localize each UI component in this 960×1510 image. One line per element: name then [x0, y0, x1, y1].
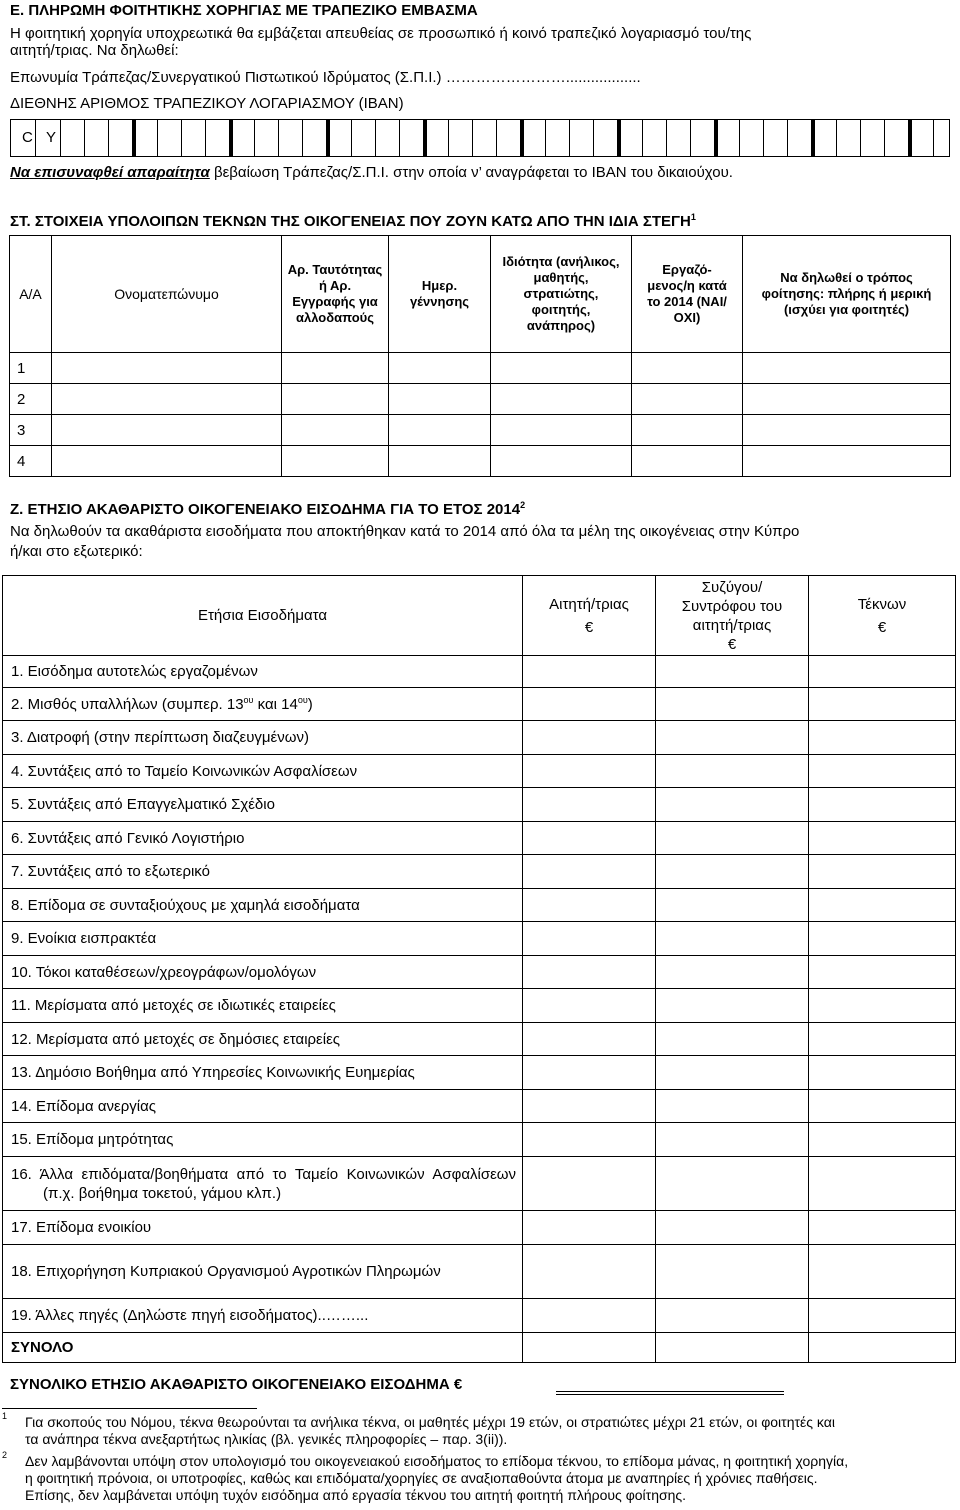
footnote-2-line-1: Δεν λαμβάνονται υπόψη στον υπολογισμό του οικογενειακού εισοδήματος το επίδομα τέκνου, το επίδομα μάνας, η φοιτητική χορηγία, [25, 1453, 849, 1469]
income-row[interactable] [3, 922, 956, 956]
income-label: 5. Συντάξεις από Επαγγελματικό Σχέδιο [3, 788, 523, 822]
children-table [9, 235, 951, 477]
col-name: Ονοματεπώνυμο [52, 236, 282, 353]
section-e-intro-1: Η φοιτητική χορηγία υποχρεωτικά θα εμβάζεται απευθείας σε προσωπικό ή κοινό τραπεζικό λογαριασμό του/της [10, 25, 752, 42]
income-label: 10. Τόκοι καταθέσεων/χρεογράφων/ομολόγων [3, 956, 523, 989]
bank-name-field[interactable]: Επωνυμία Τράπεζας/Συνεργατικού Πιστωτικού Ιδρύματος (Σ.Π.Ι.) …………………….................. [10, 69, 641, 86]
section-e-title: Ε. ΠΛΗΡΩΜΗ ΦΟΙΤΗΤΙΚΗΣ ΧΟΡΗΓΙΑΣ ΜΕ ΤΡΑΠΕΖΙΚΟ ΕΜΒΑΣΜΑ [10, 2, 478, 19]
col-id: Αρ. Ταυτότητας ή Αρ. Εγγραφής για αλλοδαπούς [282, 236, 389, 353]
col-applicant-label: Αιτητή/τριας [549, 595, 629, 613]
table-row[interactable] [10, 415, 951, 446]
col-applicant [523, 576, 656, 656]
income-label: 14. Επίδομα ανεργίας [3, 1090, 523, 1123]
col-spouse-label: Συζύγου/ Συντρόφου του αιτητή/τριας [681, 578, 783, 634]
income-row[interactable] [3, 1056, 956, 1090]
note-rest: βεβαίωση Τράπεζας/Σ.Π.Ι. στην οποία ν’ αναγράφεται το ΙΒΑΝ του δικαιούχου. [209, 164, 733, 181]
col-income-label: Ετήσια Εισοδήματα [197, 607, 328, 624]
sup-2: ου [297, 694, 308, 705]
income-label: 15. Επίδομα μητρότητας [3, 1123, 523, 1157]
col-income [3, 576, 523, 656]
table-row[interactable] [10, 353, 951, 384]
footnote-2-line-2: η φοιτητική πρόνοια, οι υποτροφίες, καθώς και επιδόματα/χορηγίες σε αναξιοπαθούντα άτομα με αναπηρίες ή χρόνιες παθήσεις. [25, 1470, 818, 1486]
income-row[interactable] [3, 1299, 956, 1333]
income-label [3, 688, 523, 721]
table-row[interactable] [10, 384, 951, 415]
section-z-title [10, 500, 525, 519]
euro-icon: € [584, 618, 594, 636]
total-label: ΣΥΝΟΛΟ [3, 1333, 523, 1363]
income-label: 7. Συντάξεις από το εξωτερικό [3, 855, 523, 889]
row-number: 2 [10, 384, 52, 415]
income-table [2, 575, 956, 1363]
income-label: 4. Συντάξεις από το Ταμείο Κοινωνικών Ασφαλίσεων [3, 755, 523, 788]
row-number: 3 [10, 415, 52, 446]
income-row[interactable] [3, 1211, 956, 1245]
grand-total-input-line-2 [556, 1394, 784, 1395]
col-aa: Α/Α [10, 236, 52, 353]
section-e-intro-2: αιτητή/τριας. Να δηλωθεί: [10, 42, 179, 59]
iban-input-row[interactable] [10, 119, 950, 157]
section-z-intro-2: ή/και στο εξωτερικό: [10, 543, 143, 560]
iban-prefix-c: C [22, 129, 33, 146]
income-row[interactable] [3, 855, 956, 889]
section-st-title [10, 212, 696, 231]
income-row[interactable] [3, 956, 956, 989]
income-row[interactable] [3, 1023, 956, 1056]
income-label: 3. Διατροφή (στην περίπτωση διαζευγμένων) [3, 721, 523, 755]
income-row[interactable] [3, 989, 956, 1023]
income-label: 12. Μερίσματα από μετοχές σε δημόσιες εταιρείες [3, 1023, 523, 1056]
income-label: 9. Ενοίκια εισπρακτέα [3, 922, 523, 956]
income-label: 8. Επίδομα σε συνταξιούχους με χαμηλά εισοδήματα [3, 889, 523, 922]
table-row[interactable] [10, 446, 951, 477]
footnote-2-line-3: Επίσης, δεν λαμβάνεται υπόψη τυχόν εισόδημα από εργασία τέκνου του αιτητή φοιτητή πλήρους φοίτησης. [25, 1487, 687, 1503]
grand-total-label: ΣΥΝΟΛΙΚΟ ΕΤΗΣΙΟ ΑΚΑΘΑΡΙΣΤΟ ΟΙΚΟΓΕΝΕΙΑΚΟ ΕΙΣΟΔΗΜΑ € [10, 1376, 463, 1393]
income-label: 16. Άλλα επιδόματα/βοηθήματα από το Ταμείο Κοινωνικών Ασφαλίσεων (π.χ. βοήθημα τοκετού, γάμου κλπ.) [3, 1157, 523, 1211]
income-label-text: 2. Μισθός υπαλλήλων (συμπερ. 13 [11, 695, 244, 713]
income-total-row[interactable] [3, 1333, 956, 1363]
section-z-title-text: Ζ. ΕΤΗΣΙΟ ΑΚΑΘΑΡΙΣΤΟ ΟΙΚΟΓΕΝΕΙΑΚΟ ΕΙΣΟΔΗΜΑ ΓΙΑ ΤΟ ΕΤΟΣ 2014 [10, 501, 521, 518]
iban-prefix-y: Y [46, 129, 57, 146]
income-label: 19. Άλλες πηγές (Δηλώστε πηγή εισοδήματος)..……... [3, 1299, 523, 1333]
row-number: 1 [10, 353, 52, 384]
euro-icon: € [727, 635, 737, 653]
income-row[interactable] [3, 755, 956, 788]
col-status: Ιδιότητα (ανήλικος, μαθητής, στρατιώτης, φοιτητής, ανάπηρος) [491, 236, 632, 353]
sup-1: ου [243, 694, 254, 705]
iban-certificate-note [10, 163, 733, 182]
income-label: 17. Επίδομα ενοικίου [3, 1211, 523, 1245]
col-working: Εργαζό-μενος/η κατά το 2014 (ΝΑΙ/ΟΧΙ) [632, 236, 743, 353]
income-label: 11. Μερίσματα από μετοχές σε ιδιωτικές εταιρείες [3, 989, 523, 1023]
iban-label: ΔΙΕΘΝΗΣ ΑΡΙΘΜΟΣ ΤΡΑΠΕΖΙΚΟΥ ΛΟΓΑΡΙΑΣΜΟΥ (IBAN) [10, 95, 404, 112]
footnote-1-line-2: τα ανάπηρα τέκνα ανεξαρτήτως ηλικίας (βλ. γενικές πληροφορίες – παρ. 3(ii)). [25, 1431, 508, 1447]
income-row[interactable] [3, 788, 956, 822]
note-emphasis: Να επισυναφθεί απαραίτητα [10, 164, 210, 181]
income-row[interactable] [3, 1090, 956, 1123]
income-label-mid: και 14 [253, 695, 298, 713]
income-row[interactable] [3, 721, 956, 755]
income-row[interactable] [3, 656, 956, 688]
income-row[interactable] [3, 1245, 956, 1299]
col-studies: Να δηλωθεί ο τρόπος φοίτησης: πλήρης ή μερική (ισχύει για φοιτητές) [743, 236, 951, 353]
income-row[interactable] [3, 688, 956, 721]
row-number: 4 [10, 446, 52, 477]
footnote-1-mark: 1 [2, 1411, 8, 1421]
col-children-label: Τέκνων [857, 595, 907, 613]
euro-icon: € [877, 618, 887, 636]
income-label: 18. Επιχορήγηση Κυπριακού Οργανισμού Αγροτικών Πληρωμών [3, 1245, 523, 1299]
section-z-intro-1: Να δηλωθούν τα ακαθάριστα εισοδήματα που αποκτήθηκαν κατά το 2014 από όλα τα μέλη της οικογένειας στην Κύπρο [10, 523, 800, 540]
grand-total-input-line-1[interactable] [556, 1391, 784, 1392]
footnote-1-line-1: Για σκοπούς του Νόμου, τέκνα θεωρούνται τα ανήλικα τέκνα, οι μαθητές μέχρι 19 ετών, οι στρατιώτες μέχρι 21 ετών, οι φοιτητές και [25, 1414, 835, 1430]
section-st-title-text: ΣΤ. ΣΤΟΙΧΕΙΑ ΥΠΟΛΟΙΠΩΝ ΤΕΚΝΩΝ ΤΗΣ ΟΙΚΟΓΕΝΕΙΑΣ ΠΟΥ ΖΟΥΝ ΚΑΤΩ ΑΠΟ ΤΗΝ ΙΔΙΑ ΣΤΕΓΗ [10, 213, 691, 230]
col-children [809, 576, 956, 656]
income-label: 1. Εισόδημα αυτοτελώς εργαζομένων [3, 656, 523, 688]
col-spouse [656, 576, 809, 656]
income-label: 6. Συντάξεις από Γενικό Λογιστήριο [3, 822, 523, 855]
income-label: 13. Δημόσιο Βοήθημα από Υπηρεσίες Κοινωνικής Ευημερίας [3, 1056, 523, 1090]
income-row[interactable] [3, 889, 956, 922]
income-row[interactable] [3, 1123, 956, 1157]
income-row[interactable] [3, 822, 956, 855]
footnote-2-mark: 2 [2, 1450, 8, 1460]
income-row[interactable] [3, 1157, 956, 1211]
income-label-end: ) [307, 695, 313, 713]
col-dob: Ημερ. γέννησης [389, 236, 491, 353]
footnote-ref-2: 2 [520, 500, 526, 510]
footnote-divider [2, 1408, 257, 1409]
footnote-ref-1: 1 [690, 212, 696, 222]
